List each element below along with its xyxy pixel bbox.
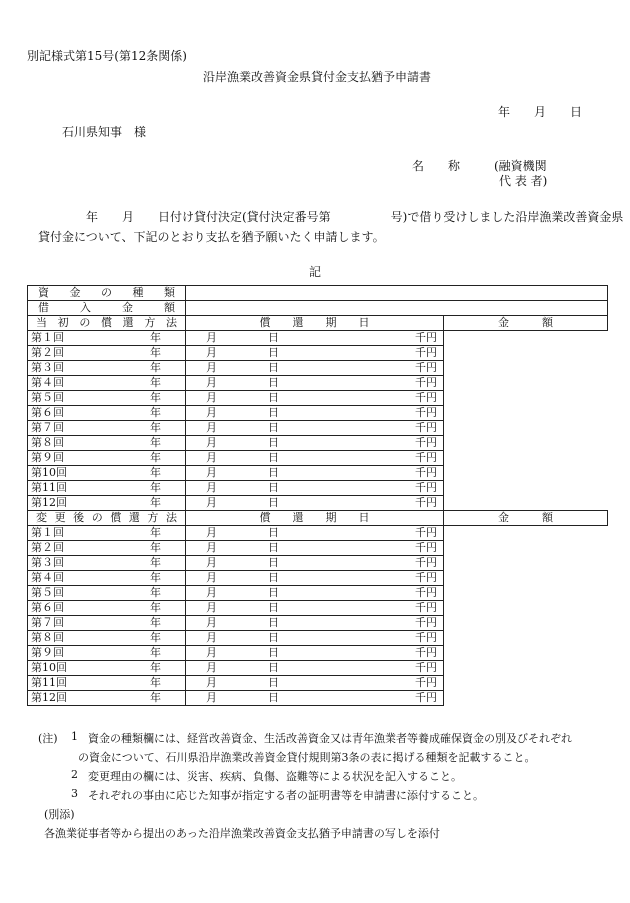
amount-cell[interactable]: 千円 <box>186 406 444 421</box>
notes-prefix: (注) <box>38 732 58 745</box>
installment-number: 第７回 <box>31 421 64 434</box>
installment-number: 第５回 <box>31 391 64 404</box>
repayment-date-cell[interactable] <box>28 391 279 406</box>
year-unit: 年 <box>150 556 161 569</box>
repayment-date-cell[interactable] <box>28 376 279 391</box>
repayment-date-cell[interactable] <box>28 481 279 496</box>
table-row <box>28 556 608 571</box>
day-unit: 日 <box>268 421 279 434</box>
month-unit: 月 <box>206 451 217 464</box>
table-row <box>28 451 608 466</box>
fund-type-field[interactable] <box>186 286 608 301</box>
amount-cell[interactable]: 千円 <box>186 526 444 541</box>
repayment-date-cell[interactable] <box>28 676 279 691</box>
table-row <box>28 571 608 586</box>
applicant-institution: (融資機関 <box>494 159 547 173</box>
table-row <box>28 646 608 661</box>
installment-number: 第２回 <box>31 346 64 359</box>
month-unit: 月 <box>206 586 217 599</box>
month-unit: 月 <box>206 676 217 689</box>
day-unit: 日 <box>268 586 279 599</box>
repayment-date-cell[interactable] <box>28 571 279 586</box>
month-unit: 月 <box>206 556 217 569</box>
form-label: 別記様式第15号(第12条関係) <box>27 49 187 63</box>
note-2-text: 変更理由の欄には、災害、疾病、負傷、盗難等による状況を記入すること。 <box>88 770 462 783</box>
table-row <box>28 616 608 631</box>
loan-amount-label: 借入金額 <box>28 301 186 316</box>
note-3-text: それぞれの事由に応じた知事が指定する者の証明書等を申請書に添付すること。 <box>88 789 484 802</box>
month-unit: 月 <box>206 661 217 674</box>
amount-cell[interactable]: 千円 <box>186 571 444 586</box>
installment-number: 第３回 <box>31 361 64 374</box>
year-unit: 年 <box>150 676 161 689</box>
installment-number: 第10回 <box>31 466 67 479</box>
table-row <box>28 631 608 646</box>
repayment-date-cell[interactable] <box>28 361 279 376</box>
repayment-date-cell[interactable] <box>28 466 279 481</box>
month-unit: 月 <box>206 436 217 449</box>
attachment-label: (別添) <box>44 808 75 821</box>
repayment-schedule-table <box>27 285 608 706</box>
repayment-date-cell[interactable] <box>28 631 279 646</box>
amount-cell[interactable]: 千円 <box>186 631 444 646</box>
body-text-line2: 貸付金について、下記のとおり支払を猶予願いたく申請します。 <box>38 230 385 244</box>
repayment-date-cell[interactable] <box>28 451 279 466</box>
installment-number: 第２回 <box>31 541 64 554</box>
amount-cell[interactable]: 千円 <box>186 481 444 496</box>
installment-number: 第６回 <box>31 601 64 614</box>
installment-number: 第１回 <box>31 331 64 344</box>
note-1-number: 1 <box>71 730 78 743</box>
repayment-date-cell[interactable] <box>28 331 279 346</box>
day-unit: 日 <box>268 496 279 509</box>
body-text-line1: 年 月 日付け貸付決定(貸付決定番号第 号)で借り受けしました沿岸漁業改善資金県 <box>86 210 624 224</box>
year-unit: 年 <box>150 601 161 614</box>
document-title: 沿岸漁業改善資金県貸付金支払猶予申請書 <box>203 70 432 84</box>
table-row <box>28 526 608 541</box>
month-unit: 月 <box>206 331 217 344</box>
year-unit: 年 <box>150 406 161 419</box>
year-unit: 年 <box>150 391 161 404</box>
table-row <box>28 346 608 361</box>
installment-number: 第４回 <box>31 376 64 389</box>
day-unit: 日 <box>268 556 279 569</box>
day-unit: 日 <box>268 436 279 449</box>
month-unit: 月 <box>206 406 217 419</box>
month-unit: 月 <box>206 646 217 659</box>
amount-cell[interactable]: 千円 <box>186 391 444 406</box>
repayment-date-cell[interactable] <box>28 616 279 631</box>
day-unit: 日 <box>268 571 279 584</box>
month-unit: 月 <box>206 631 217 644</box>
amount-cell[interactable]: 千円 <box>186 451 444 466</box>
year-unit: 年 <box>150 331 161 344</box>
month-unit: 月 <box>206 541 217 554</box>
installment-number: 第11回 <box>31 676 67 689</box>
addressee: 石川県知事 様 <box>62 125 147 139</box>
installment-number: 第６回 <box>31 406 64 419</box>
amount-cell[interactable]: 千円 <box>186 646 444 661</box>
table-row <box>28 391 608 406</box>
installment-number: 第４回 <box>31 571 64 584</box>
installment-number: 第12回 <box>31 691 67 704</box>
note-3-number: 3 <box>71 787 78 800</box>
repayment-date-cell[interactable] <box>28 436 279 451</box>
repayment-date-cell[interactable] <box>28 556 279 571</box>
year-unit: 年 <box>150 451 161 464</box>
month-unit: 月 <box>206 496 217 509</box>
installment-number: 第３回 <box>31 556 64 569</box>
day-unit: 日 <box>268 526 279 539</box>
month-unit: 月 <box>206 361 217 374</box>
month-unit: 月 <box>206 691 217 704</box>
initial-rows <box>28 331 608 511</box>
amount-cell[interactable]: 千円 <box>186 361 444 376</box>
year-unit: 年 <box>150 481 161 494</box>
initial-period-header: 償 還 期 日 <box>186 316 444 331</box>
installment-number: 第８回 <box>31 631 64 644</box>
day-unit: 日 <box>268 481 279 494</box>
amount-cell[interactable]: 千円 <box>186 601 444 616</box>
amount-cell[interactable]: 千円 <box>186 496 444 511</box>
year-unit: 年 <box>150 436 161 449</box>
note-2-number: 2 <box>71 768 78 781</box>
note-1-line2: の資金について、石川県沿岸漁業改善資金貸付規則第3条の表に掲げる種類を記載すること。 <box>78 751 536 764</box>
day-unit: 日 <box>268 451 279 464</box>
year-unit: 年 <box>150 541 161 554</box>
day-unit: 日 <box>268 466 279 479</box>
attachment-text: 各漁業従事者等から提出のあった沿岸漁業改善資金支払猶予申請書の写しを添付 <box>44 827 440 840</box>
table-row <box>28 676 608 691</box>
applicant-representative: 代 表 者) <box>499 174 548 188</box>
table-row <box>28 421 608 436</box>
table-row <box>28 466 608 481</box>
month-unit: 月 <box>206 376 217 389</box>
table-row <box>28 601 608 616</box>
day-unit: 日 <box>268 541 279 554</box>
year-unit: 年 <box>150 661 161 674</box>
changed-amount-header: 金 額 <box>444 511 608 526</box>
repayment-date-cell[interactable] <box>28 661 279 676</box>
table-row <box>28 661 608 676</box>
table-row <box>28 376 608 391</box>
repayment-date-cell[interactable] <box>28 421 279 436</box>
table-row <box>28 586 608 601</box>
year-unit: 年 <box>150 496 161 509</box>
loan-amount-row <box>28 301 608 316</box>
year-unit: 年 <box>150 616 161 629</box>
installment-number: 第11回 <box>31 481 67 494</box>
installment-number: 第10回 <box>31 661 67 674</box>
amount-cell[interactable]: 千円 <box>186 661 444 676</box>
month-unit: 月 <box>206 466 217 479</box>
table-row <box>28 361 608 376</box>
amount-cell[interactable]: 千円 <box>186 541 444 556</box>
installment-number: 第12回 <box>31 496 67 509</box>
amount-cell[interactable]: 千円 <box>186 331 444 346</box>
month-unit: 月 <box>206 526 217 539</box>
table-row <box>28 436 608 451</box>
year-unit: 年 <box>150 586 161 599</box>
amount-cell[interactable]: 千円 <box>186 586 444 601</box>
initial-header-row <box>28 316 608 331</box>
repayment-date-cell[interactable] <box>28 406 279 421</box>
installment-number: 第７回 <box>31 616 64 629</box>
changed-period-header: 償 還 期 日 <box>186 511 444 526</box>
month-unit: 月 <box>206 571 217 584</box>
day-unit: 日 <box>268 616 279 629</box>
year-unit: 年 <box>150 631 161 644</box>
table-row <box>28 331 608 346</box>
table-row <box>28 481 608 496</box>
amount-cell[interactable]: 千円 <box>186 556 444 571</box>
day-unit: 日 <box>268 376 279 389</box>
amount-cell[interactable]: 千円 <box>186 616 444 631</box>
installment-number: 第９回 <box>31 451 64 464</box>
date-line: 年 月 日 <box>498 105 583 119</box>
amount-cell[interactable]: 千円 <box>186 466 444 481</box>
day-unit: 日 <box>268 391 279 404</box>
month-unit: 月 <box>206 616 217 629</box>
initial-method-label: 当初の償還方法 <box>28 316 186 331</box>
table-row <box>28 496 608 511</box>
repayment-date-cell[interactable] <box>28 601 279 616</box>
repayment-date-cell[interactable] <box>28 646 279 661</box>
fund-type-label: 資金の種類 <box>28 286 186 301</box>
day-unit: 日 <box>268 346 279 359</box>
day-unit: 日 <box>268 406 279 419</box>
day-unit: 日 <box>268 661 279 674</box>
changed-rows <box>28 526 608 706</box>
month-unit: 月 <box>206 601 217 614</box>
year-unit: 年 <box>150 346 161 359</box>
year-unit: 年 <box>150 691 161 704</box>
year-unit: 年 <box>150 421 161 434</box>
note-1-line1: 資金の種類欄には、経営改善資金、生活改善資金又は青年漁業者等養成確保資金の別及びそれぞれ <box>88 732 572 745</box>
day-unit: 日 <box>268 646 279 659</box>
amount-cell[interactable]: 千円 <box>186 436 444 451</box>
repayment-date-cell[interactable] <box>28 541 279 556</box>
amount-cell[interactable]: 千円 <box>186 376 444 391</box>
fund-type-row <box>28 286 608 301</box>
ki-heading: 記 <box>309 265 322 279</box>
amount-cell[interactable]: 千円 <box>186 691 444 706</box>
day-unit: 日 <box>268 676 279 689</box>
year-unit: 年 <box>150 361 161 374</box>
repayment-date-cell[interactable] <box>28 496 279 511</box>
installment-number: 第５回 <box>31 586 64 599</box>
month-unit: 月 <box>206 391 217 404</box>
month-unit: 月 <box>206 346 217 359</box>
day-unit: 日 <box>268 631 279 644</box>
table-row <box>28 691 608 706</box>
changed-header-row <box>28 511 608 526</box>
day-unit: 日 <box>268 361 279 374</box>
month-unit: 月 <box>206 481 217 494</box>
day-unit: 日 <box>268 691 279 704</box>
table-row <box>28 406 608 421</box>
amount-cell[interactable]: 千円 <box>186 346 444 361</box>
applicant-name-label: 名 称 <box>412 159 461 173</box>
year-unit: 年 <box>150 376 161 389</box>
year-unit: 年 <box>150 571 161 584</box>
installment-number: 第８回 <box>31 436 64 449</box>
table-row <box>28 541 608 556</box>
month-unit: 月 <box>206 421 217 434</box>
day-unit: 日 <box>268 331 279 344</box>
changed-method-label: 変更後の償還方法 <box>28 511 186 526</box>
year-unit: 年 <box>150 646 161 659</box>
installment-number: 第９回 <box>31 646 64 659</box>
amount-cell[interactable]: 千円 <box>186 421 444 436</box>
year-unit: 年 <box>150 466 161 479</box>
amount-cell[interactable]: 千円 <box>186 676 444 691</box>
initial-amount-header: 金 額 <box>444 316 608 331</box>
installment-number: 第１回 <box>31 526 64 539</box>
day-unit: 日 <box>268 601 279 614</box>
year-unit: 年 <box>150 526 161 539</box>
repayment-date-cell[interactable] <box>28 691 279 706</box>
repayment-date-cell[interactable] <box>28 346 279 361</box>
repayment-date-cell[interactable] <box>28 586 279 601</box>
repayment-date-cell[interactable] <box>28 526 279 541</box>
loan-amount-field[interactable] <box>186 301 608 316</box>
